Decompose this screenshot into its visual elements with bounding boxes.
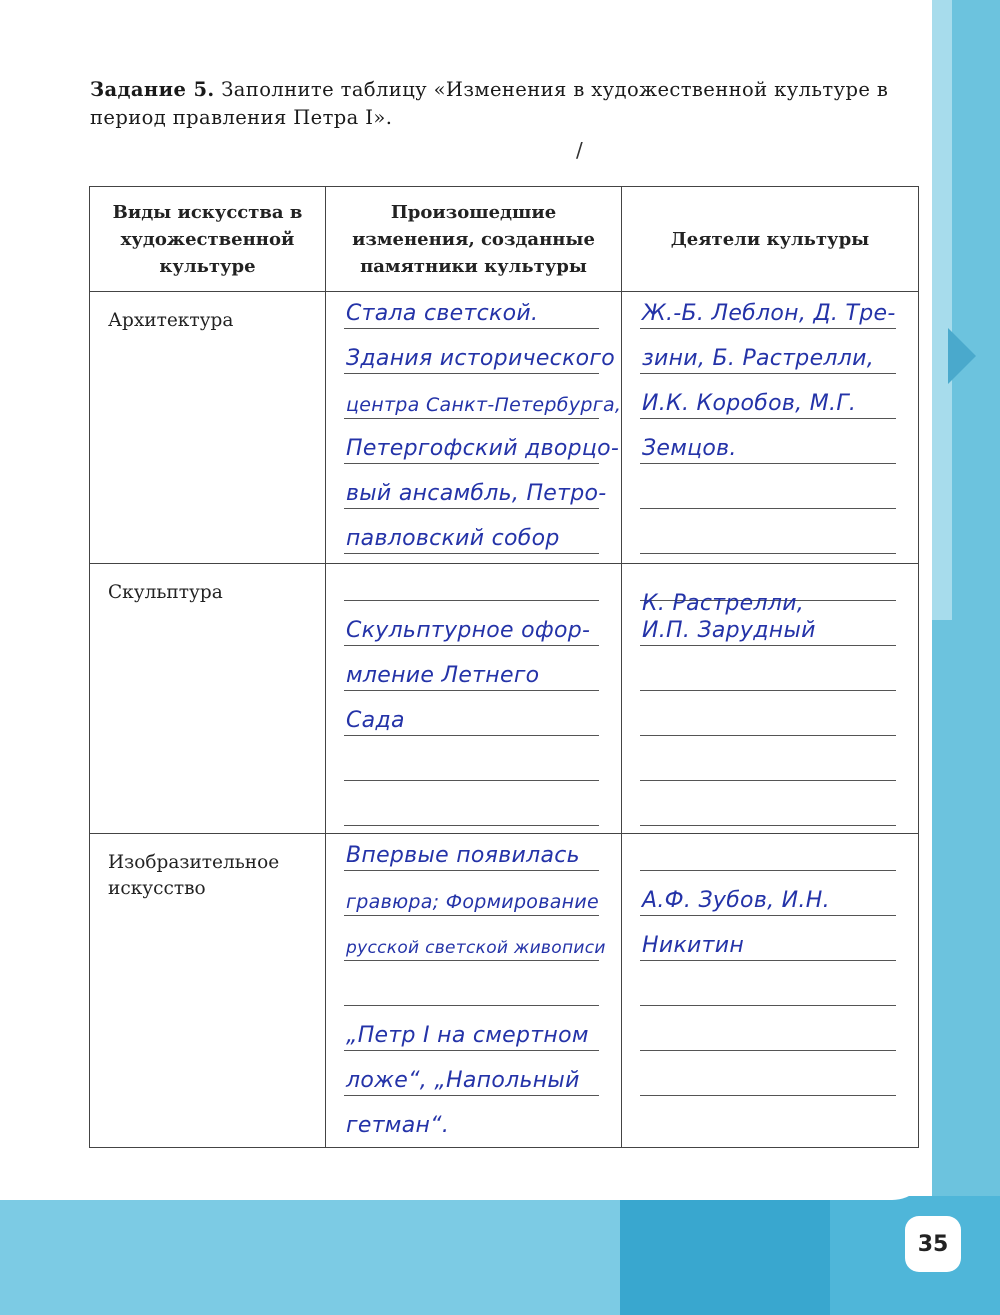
- table-row-sculpture: [90, 564, 919, 834]
- handwriting: Земцов.: [642, 436, 737, 461]
- page-number: 35: [905, 1216, 961, 1272]
- pen-mark: /: [576, 138, 583, 162]
- handwriting: мление Летнего: [346, 663, 540, 688]
- table-header-row: [90, 187, 919, 292]
- changes-cell: [326, 564, 622, 834]
- kind-label: Скульптура: [108, 582, 223, 603]
- handwriting: Никитин: [642, 933, 745, 958]
- decor-right-stripe: [932, 0, 952, 620]
- handwriting: И.П. Зарудный: [642, 618, 816, 643]
- figures-cell: [622, 292, 919, 564]
- header-figures: Деятели культуры: [622, 187, 919, 292]
- task-label: Задание 5.: [90, 78, 215, 101]
- handwriting: Стала светской.: [346, 301, 539, 326]
- handwriting: зини, Б. Растрелли,: [642, 346, 875, 371]
- kind-cell: [90, 292, 326, 564]
- handwriting: Впервые появилась: [346, 843, 580, 868]
- decor-bottom-band-light: [0, 1196, 620, 1315]
- handwriting: „Петр I на смертном: [346, 1023, 589, 1048]
- kind-cell: [90, 834, 326, 1148]
- culture-table: [89, 186, 919, 1148]
- handwriting: К. Растрелли,: [642, 591, 805, 616]
- decor-bottom-band-dark: [620, 1196, 830, 1315]
- handwriting: павловский собор: [346, 526, 560, 551]
- handwriting: центра Санкт-Петербурга,: [346, 394, 622, 416]
- changes-cell: [326, 834, 622, 1148]
- kind-cell: [90, 564, 326, 834]
- handwriting: Здания исторического: [346, 346, 616, 371]
- table-row-fine-art: [90, 834, 919, 1148]
- kind-label: Изобразительное искусство: [108, 852, 280, 899]
- handwriting: А.Ф. Зубов, И.Н.: [642, 888, 830, 913]
- header-kinds: Виды искусства в художественной культуре: [90, 187, 326, 292]
- handwriting: Петергофский дворцо-: [346, 436, 620, 461]
- figures-cell: [622, 834, 919, 1148]
- task-text: [90, 76, 922, 132]
- handwriting: Скульптурное офор-: [346, 618, 591, 643]
- handwriting: ложе“, „Напольный: [346, 1068, 580, 1093]
- handwriting: вый ансамбль, Петро-: [346, 481, 607, 506]
- handwriting: гравюра; Формирование: [346, 891, 600, 913]
- table-row-architecture: [90, 292, 919, 564]
- handwriting: русской светской живописи: [346, 938, 606, 958]
- changes-cell: [326, 292, 622, 564]
- handwriting: гетман“.: [346, 1113, 450, 1138]
- header-changes: Произошедшие изменения, созданные памятники культуры: [326, 187, 622, 292]
- handwriting: И.К. Коробов, М.Г.: [642, 391, 857, 416]
- decor-triangle: [948, 328, 976, 384]
- kind-label: Архитектура: [108, 310, 234, 331]
- task-description: Заполните таблицу «Изменения в художественной культуре в период правления Петра I».: [90, 78, 889, 129]
- handwriting: Ж.-Б. Леблон, Д. Тре-: [642, 301, 896, 326]
- figures-cell: [622, 564, 919, 834]
- handwriting: Сада: [346, 708, 405, 733]
